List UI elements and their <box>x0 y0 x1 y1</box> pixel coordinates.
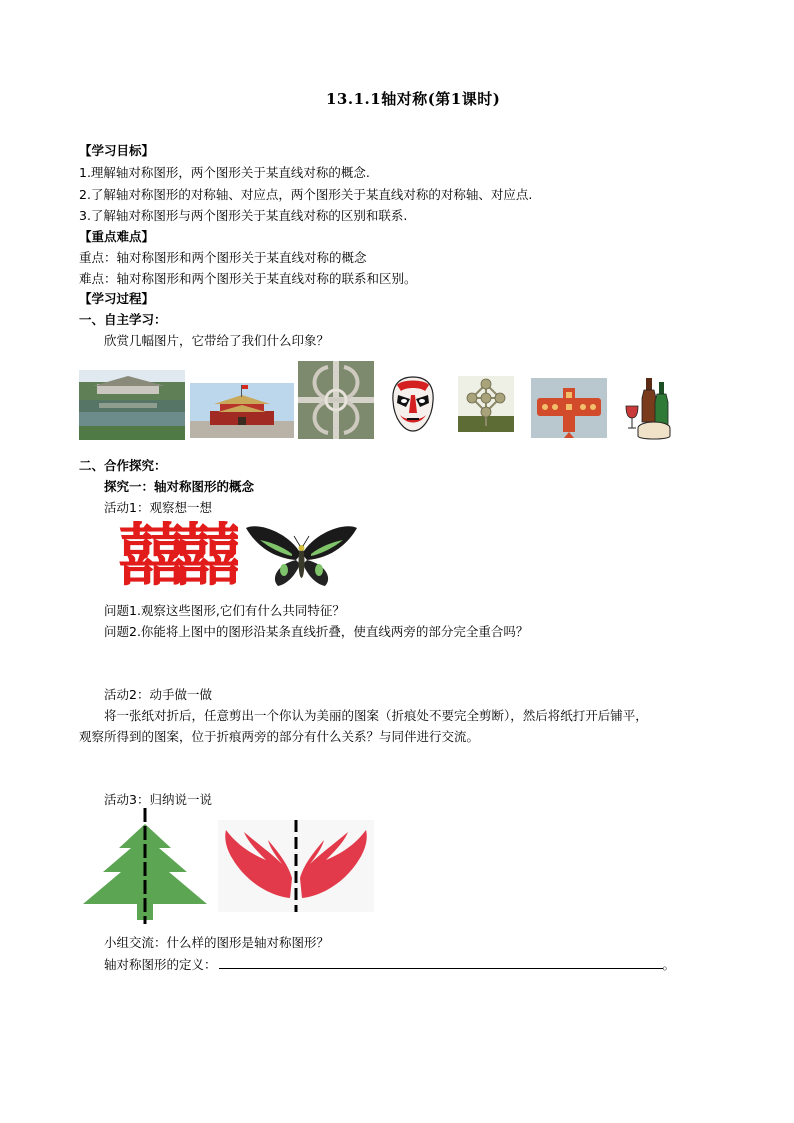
photo-atomium <box>458 376 514 432</box>
question-2: 问题2.你能将上图中的图形沿某条直线折叠，使直线两旁的部分完全重合吗？ <box>104 624 529 639</box>
question-1: 问题1.观察这些图形,它们有什么共同特征？ <box>104 603 345 618</box>
definition-label: 轴对称图形的定义： <box>104 957 217 972</box>
image-opera-mask <box>390 375 436 433</box>
photo-palace-lake <box>79 370 185 440</box>
image-wings-with-axis <box>218 820 374 912</box>
objective-item-2: 2.了解轴对称图形的对称轴、对应点，两个图形关于某直线对称的对称轴、对应点. <box>79 187 533 202</box>
explore1-heading: 探究一：轴对称图形的概念 <box>104 479 255 494</box>
photo-tiananmen <box>190 383 294 438</box>
double-happiness-character: 囍囍 <box>118 521 231 593</box>
focus-text: 重点：轴对称图形和两个图形关于某直线对称的概念 <box>79 250 367 265</box>
definition-blank[interactable] <box>219 955 663 969</box>
activity1-label: 活动1：观察想一想 <box>104 500 212 515</box>
activity2-instruction-line1: 将一张纸对折后，任意剪出一个你认为美丽的图案（折痕处不要完全剪断），然后将纸打开后铺平， <box>104 708 648 723</box>
process-heading: 【学习过程】 <box>79 291 155 306</box>
objective-item-3: 3.了解轴对称图形与两个图形关于某直线对称的区别和联系. <box>79 208 408 223</box>
part1-prompt: 欣赏几幅图片，它带给了我们什么印象？ <box>104 333 330 348</box>
activity3-label: 活动3：归纳说一说 <box>104 792 212 807</box>
image-pine-tree-with-axis <box>79 808 213 924</box>
difficulty-text: 难点：轴对称图形和两个图形关于某直线对称的联系和区别。 <box>79 271 417 286</box>
image-wine-bottles <box>622 376 678 442</box>
photo-interchange <box>298 361 374 439</box>
image-paper-cut <box>531 378 607 438</box>
part1-heading: 一、自主学习： <box>79 312 167 327</box>
definition-end: 。 <box>662 957 676 972</box>
image-butterfly <box>244 524 359 592</box>
activity2-label: 活动2：动手做一做 <box>104 687 212 702</box>
activity2-instruction-line2: 观察所得到的图案，位于折痕两旁的部分有什么关系？与同伴进行交流。 <box>79 729 480 744</box>
page-title: 13.1.1轴对称(第1课时) <box>326 90 501 108</box>
definition-line <box>104 955 675 974</box>
part2-heading: 二、合作探究： <box>79 458 167 473</box>
objective-item-1: 1.理解轴对称图形，两个图形关于某直线对称的概念. <box>79 165 370 180</box>
group-discussion: 小组交流：什么样的图形是轴对称图形？ <box>104 935 330 950</box>
keypoints-heading: 【重点难点】 <box>79 229 155 244</box>
objectives-heading: 【学习目标】 <box>79 143 155 158</box>
